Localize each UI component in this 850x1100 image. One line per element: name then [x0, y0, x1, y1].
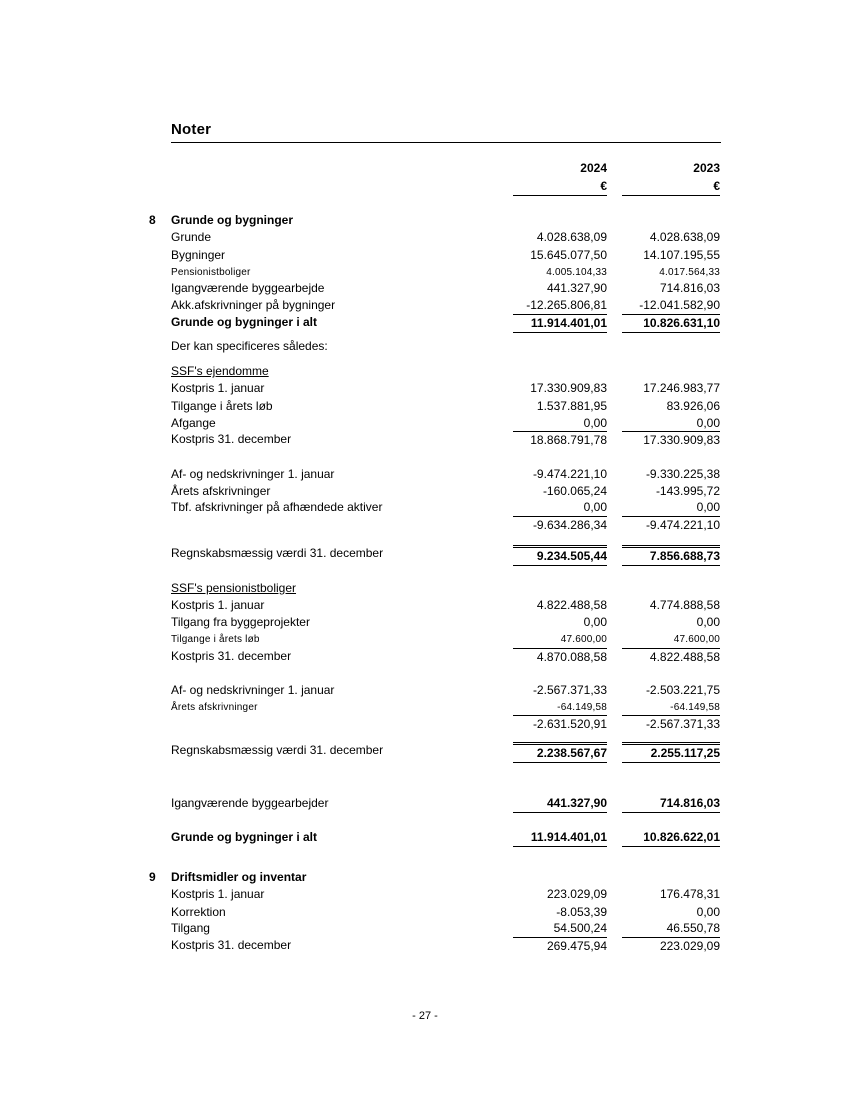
- value-2023: 10.826.622,01: [622, 829, 720, 847]
- row-label: Af- og nedskrivninger 1. januar: [171, 683, 335, 697]
- row-label: Regnskabsmæssig værdi 31. december: [171, 546, 384, 560]
- table-row: [0, 280, 850, 297]
- row-label: Tilgange i årets løb: [171, 634, 260, 645]
- value-2024: 17.330.909,83: [530, 381, 607, 395]
- row-label: Af- og nedskrivninger 1. januar: [171, 467, 335, 481]
- table-row: [0, 597, 850, 614]
- table-row: [0, 297, 850, 314]
- value-2024: -64.149,58: [557, 702, 607, 713]
- row-label: Kostpris 31. december: [171, 649, 292, 663]
- value-2024: 9.234.505,44: [513, 545, 607, 566]
- note-number: 8: [149, 213, 156, 227]
- row-label: Korrektion: [171, 905, 226, 919]
- value-2023: -2.567.371,33: [622, 715, 720, 733]
- row-label: Tbf. afskrivninger på afhændede aktiver: [171, 500, 383, 514]
- value-2024: 4.028.638,09: [536, 230, 607, 244]
- currency-label-2024: €: [600, 179, 607, 193]
- row-label: Kostpris 31. december: [171, 938, 292, 952]
- table-row: [0, 699, 850, 716]
- value-2024: 4.822.488,58: [536, 598, 607, 612]
- currency-label-2023: €: [713, 179, 720, 193]
- column-header-2023: 2023: [693, 161, 720, 175]
- value-2024: 15.645.077,50: [530, 248, 607, 262]
- value-2023: 714.816,03: [659, 281, 720, 295]
- value-2024: -2.631.520,91: [513, 715, 607, 733]
- value-2023: 46.550,78: [666, 921, 720, 935]
- row-label: Tilgang: [171, 921, 210, 935]
- value-2023: 714.816,03: [622, 795, 720, 813]
- row-label: Bygninger: [171, 248, 226, 262]
- value-2024: -9.474.221,10: [532, 467, 607, 481]
- note-heading: [0, 212, 850, 229]
- value-2023: 4.822.488,58: [622, 648, 720, 666]
- row-label: Tilgang fra byggeprojekter: [171, 615, 310, 629]
- value-2023: 0,00: [696, 500, 720, 514]
- total-row: [0, 314, 850, 331]
- page-number: - 27 -: [412, 1010, 438, 1022]
- row-label: Kostpris 1. januar: [171, 598, 265, 612]
- value-2023: 17.246.983,77: [643, 381, 720, 395]
- value-2023: 7.856.688,73: [622, 545, 720, 566]
- row-label: Grunde og bygninger i alt: [171, 830, 318, 844]
- value-2023: -64.149,58: [670, 702, 720, 713]
- title-rule: [171, 142, 721, 143]
- table-row: [0, 886, 850, 903]
- value-2023: 14.107.195,55: [643, 248, 720, 262]
- table-row: [0, 229, 850, 246]
- value-2023: 4.028.638,09: [649, 230, 720, 244]
- table-row: [0, 247, 850, 264]
- row-label: Årets afskrivninger: [171, 702, 258, 713]
- section-label: SSF's pensionistboliger: [171, 581, 297, 595]
- table-row: [0, 614, 850, 631]
- page-title: Noter: [171, 121, 212, 138]
- value-2023: -2.503.221,75: [645, 683, 720, 697]
- table-row: [0, 380, 850, 397]
- note-heading: [0, 869, 850, 886]
- section-heading: [0, 580, 850, 597]
- row-label: Kostpris 1. januar: [171, 381, 265, 395]
- value-2024: 269.475,94: [513, 937, 607, 955]
- value-2024: 0,00: [583, 500, 607, 514]
- value-2023: 2.255.117,25: [622, 742, 720, 763]
- subtotal-row: [0, 431, 850, 448]
- value-2023: 4.017.564,33: [659, 267, 720, 278]
- table-row: [0, 499, 850, 516]
- value-2024: 47.600,00: [560, 634, 607, 645]
- value-2024: 4.005.104,33: [546, 267, 607, 278]
- value-2024: 0,00: [583, 615, 607, 629]
- row-label: Igangværende byggearbejde: [171, 281, 325, 295]
- value-2023: 0,00: [696, 416, 720, 430]
- value-2024: -160.065,24: [542, 484, 607, 498]
- section-heading: [0, 363, 850, 380]
- row-label: Regnskabsmæssig værdi 31. december: [171, 743, 384, 757]
- value-2024: 223.029,09: [546, 887, 607, 901]
- column-header-2024: 2024: [580, 161, 607, 175]
- value-2023: -12.041.582,90: [639, 298, 720, 312]
- row-label: Driftsmidler og inventar: [171, 870, 307, 884]
- value-2023: 223.029,09: [622, 937, 720, 955]
- row-label: Kostpris 31. december: [171, 432, 292, 446]
- value-2023: -143.995,72: [655, 484, 720, 498]
- value-2023: 4.774.888,58: [649, 598, 720, 612]
- header-rule-2024: [513, 195, 607, 196]
- row-label: Årets afskrivninger: [171, 484, 271, 498]
- value-2024: 18.868.791,78: [513, 431, 607, 449]
- value-2023: 83.926,06: [666, 399, 720, 413]
- row-label: Der kan specificeres således:: [171, 339, 328, 353]
- row-label: Tilgange i årets løb: [171, 399, 273, 413]
- table-row: [0, 631, 850, 648]
- value-2024: 1.537.881,95: [536, 399, 607, 413]
- table-row: [0, 904, 850, 921]
- table-row: [0, 483, 850, 500]
- total-row: [0, 545, 850, 562]
- total-row: [0, 795, 850, 812]
- row-label: Pensionistboliger: [171, 267, 251, 278]
- table-row: [0, 338, 850, 355]
- table-row: [0, 682, 850, 699]
- value-2023: 0,00: [696, 615, 720, 629]
- value-2024: 11.914.401,01: [513, 829, 607, 847]
- value-2024: 4.870.088,58: [513, 648, 607, 666]
- table-row: [0, 466, 850, 483]
- total-row: [0, 742, 850, 759]
- header-rule-2023: [622, 195, 720, 196]
- value-2024: 2.238.567,67: [513, 742, 607, 763]
- row-label: Afgange: [171, 416, 216, 430]
- row-label: Akk.afskrivninger på bygninger: [171, 298, 336, 312]
- table-row: [0, 920, 850, 937]
- value-2024: 441.327,90: [546, 281, 607, 295]
- value-2023: -9.474.221,10: [622, 516, 720, 534]
- value-2024: 11.914.401,01: [513, 314, 607, 333]
- row-label: Kostpris 1. januar: [171, 887, 265, 901]
- row-label: Igangværende byggearbejder: [171, 796, 329, 810]
- note-number: 9: [149, 870, 156, 884]
- subtotal-row: [0, 648, 850, 665]
- grand-total-row: [0, 829, 850, 846]
- value-2023: 47.600,00: [673, 634, 720, 645]
- value-2023: 10.826.631,10: [622, 314, 720, 333]
- subtotal-row: [0, 715, 850, 732]
- row-label: Grunde: [171, 230, 212, 244]
- table-row: [0, 415, 850, 432]
- subtotal-row: [0, 937, 850, 954]
- value-2024: -2.567.371,33: [532, 683, 607, 697]
- row-label: Grunde og bygninger: [171, 213, 293, 227]
- table-row: [0, 264, 850, 281]
- value-2023: -9.330.225,38: [645, 467, 720, 481]
- value-2024: 441.327,90: [513, 795, 607, 813]
- value-2024: 54.500,24: [553, 921, 607, 935]
- value-2023: 17.330.909,83: [622, 431, 720, 449]
- section-label: SSF's ejendomme: [171, 364, 269, 378]
- row-label: Grunde og bygninger i alt: [171, 315, 318, 329]
- value-2024: -12.265.806,81: [526, 298, 607, 312]
- subtotal-row: [0, 516, 850, 533]
- value-2024: 0,00: [583, 416, 607, 430]
- value-2023: 0,00: [696, 905, 720, 919]
- value-2024: -8.053,39: [556, 905, 607, 919]
- table-row: [0, 398, 850, 415]
- value-2024: -9.634.286,34: [513, 516, 607, 534]
- value-2023: 176.478,31: [659, 887, 720, 901]
